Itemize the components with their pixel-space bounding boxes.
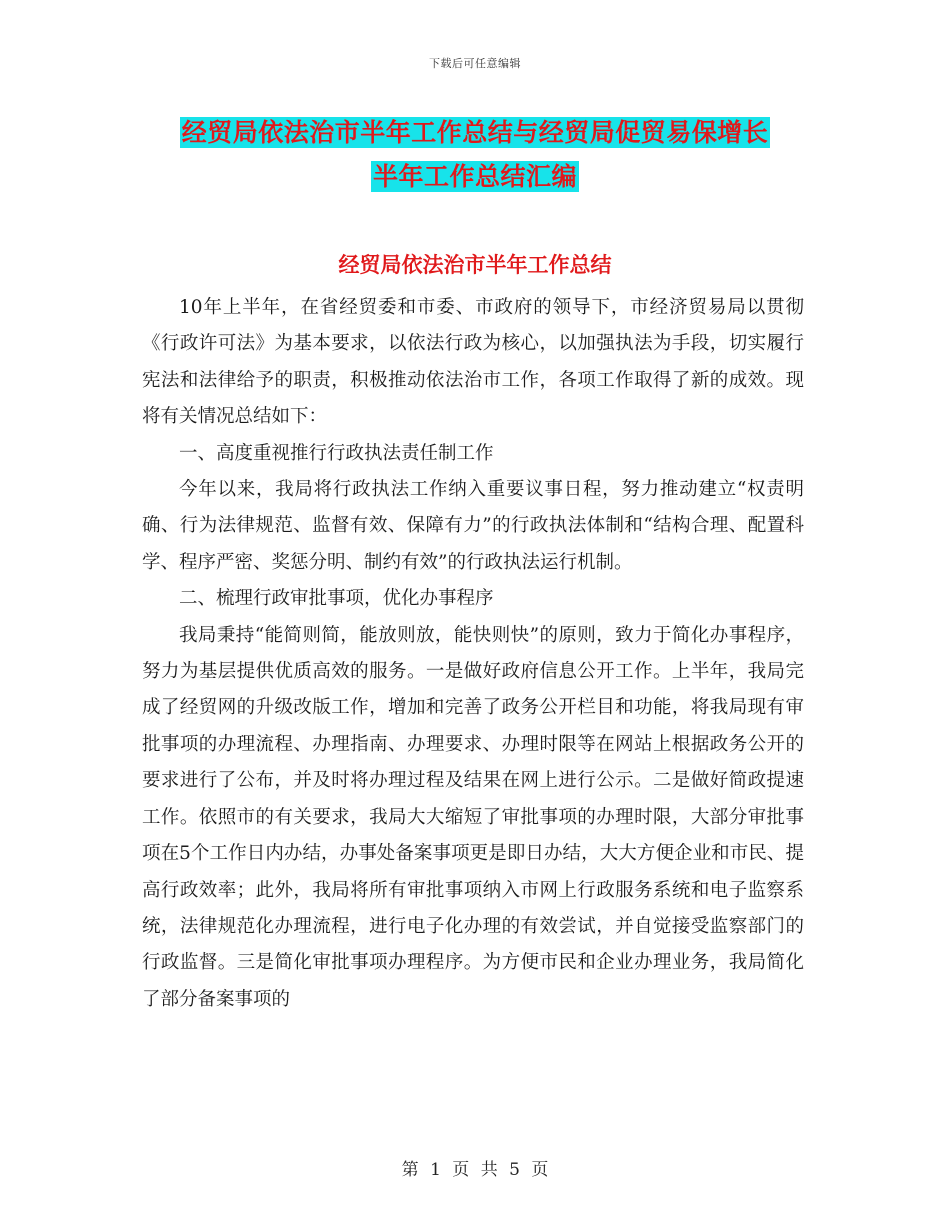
document-title-line-1 bbox=[0, 113, 950, 149]
header-note: 下载后可任意编辑 bbox=[429, 57, 521, 70]
heading-two: 二、梳理行政审批事项，优化办事程序 bbox=[179, 588, 494, 610]
body-text bbox=[142, 290, 804, 1018]
title-highlight-1: 经贸局依法治市半年工作总结与经贸局促贸易保增长 bbox=[181, 118, 769, 147]
document-title-line-2 bbox=[0, 157, 950, 193]
paragraph-two: 我局秉持“能简则简，能放则放，能快则快”的原则，致力于简化办事程序，努力为基层提供优质高效的服务。一是做好政府信息公开工作。上半年，我局完成了经贸网的升级改版工作，增加和完善了政务公开栏目和功能，将我局现有审批事项的办理流程、办理指南、办理要求、办理时限等在网站上根据政务公开的要求进行了公布，并及时将办理过程及结果在网上进行公示。二是做好简政提速工作。依照市的有关要求，我局大大缩短了审批事项的办理时限，大部分审批事项在5个工作日内办结，办事处备案事项更是即日办结，大大方便企业和市民、提高行政效率；此外，我局将所有审批事项纳入市网上行政服务系统和电子监察系统，法律规范化办理流程，进行电子化办理的有效尝试，并自觉接受监察部门的行政监督。三是简化审批事项办理程序。为方便市民和企业办理业务，我局简化了部分备案事项的 bbox=[142, 624, 804, 1010]
page-footer: 第 1 页 共 5 页 bbox=[401, 1160, 549, 1180]
paragraph-one: 今年以来，我局将行政执法工作纳入重要议事日程，努力推动建立“权责明确、行为法律规范、监督有效、保障有力”的行政执法体制和“结构合理、配置科学、程序严密、奖惩分明、制约有效”的行政执法运行机制。 bbox=[142, 479, 804, 573]
section-title: 经贸局依法治市半年工作总结 bbox=[338, 253, 612, 277]
paragraph-intro: 10年上半年，在省经贸委和市委、市政府的领导下，市经济贸易局以贯彻《行政许可法》为基本要求，以依法行政为核心，以加强执法为手段，切实履行宪法和法律给予的职责，积极推动依法治市工作，各项工作取得了新的成效。现将有关情况总结如下： bbox=[142, 297, 804, 428]
heading-one: 一、高度重视推行行政执法责任制工作 bbox=[179, 442, 494, 464]
title-highlight-2: 半年工作总结汇编 bbox=[372, 162, 577, 191]
